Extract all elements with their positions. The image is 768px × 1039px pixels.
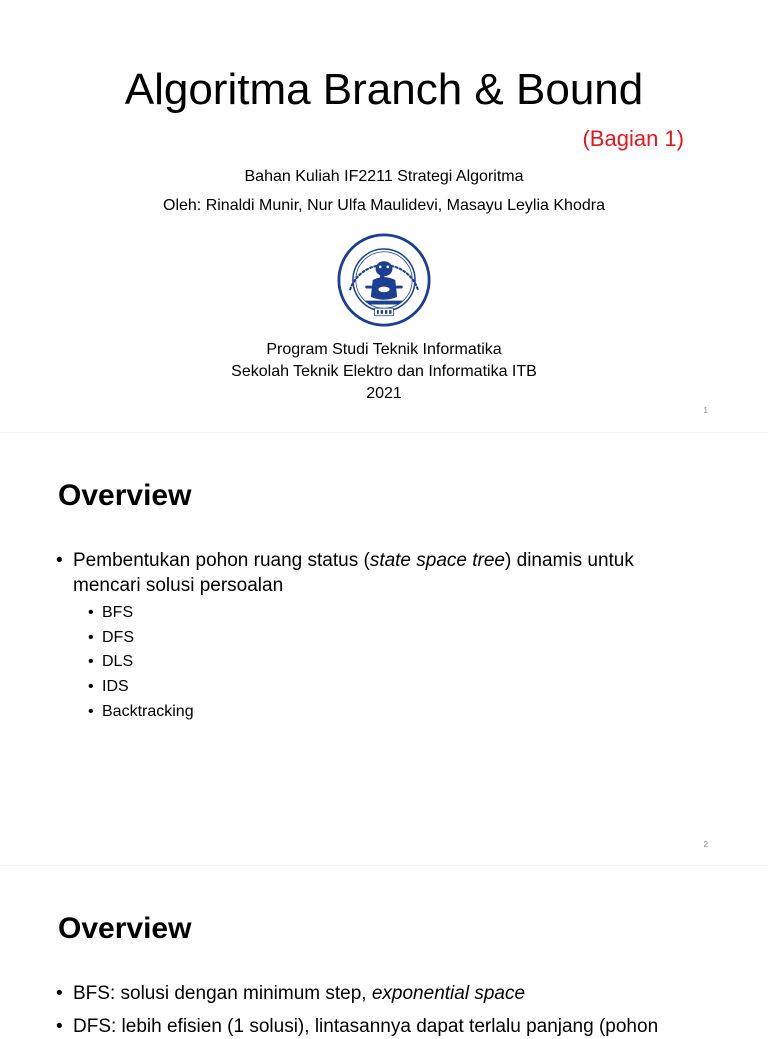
- part-label: (Bagian 1): [582, 126, 684, 151]
- bullet-icon: •: [88, 653, 94, 670]
- bullet-text-pre: Pembentukan pohon ruang status (: [73, 550, 370, 571]
- list-item-label: BFS: [102, 604, 134, 621]
- list-item-label: DLS: [102, 653, 134, 670]
- bullet-text: DFS: lebih efisien (1 solusi), lintasannya dapat terlalu panjang (pohon: [73, 1016, 659, 1037]
- list-item-label: DFS: [102, 629, 134, 646]
- list-item: [88, 628, 134, 648]
- bullet-icon: •: [56, 550, 63, 571]
- bullet-icon: •: [88, 629, 94, 646]
- bullet-item: [56, 1015, 659, 1039]
- list-item: [88, 702, 194, 722]
- slide-heading: Overview: [58, 912, 192, 945]
- list-item-label: IDS: [102, 678, 129, 695]
- list-item-label: Backtracking: [102, 703, 194, 720]
- overview-slide: [0, 433, 768, 865]
- school-line: Sekolah Teknik Elektro dan Informatika ITB: [231, 363, 537, 380]
- itb-ganesha-seal-icon: [337, 233, 431, 327]
- authors-line: Oleh: Rinaldi Munir, Nur Ulfa Maulidevi, Masayu Leylia Khodra: [163, 197, 605, 214]
- slide-title: Algoritma Branch & Bound: [124, 65, 644, 114]
- title-slide: [0, 0, 768, 432]
- bullet-icon: •: [56, 1016, 63, 1037]
- bullet-text-italic: exponential space: [371, 983, 526, 1004]
- list-item: [88, 677, 129, 697]
- bullet-icon: •: [88, 604, 94, 621]
- bullet-icon: •: [56, 983, 63, 1004]
- bullet-continuation: mencari solusi persoalan: [73, 575, 284, 596]
- bullet-icon: •: [88, 703, 94, 720]
- bullet-item: [56, 549, 634, 573]
- list-item: [88, 652, 134, 672]
- overview-slide-2: [0, 866, 768, 1037]
- bullet-item: [56, 982, 526, 1006]
- program-line: Program Studi Teknik Informatika: [266, 341, 502, 358]
- course-line: Bahan Kuliah IF2211 Strategi Algoritma: [244, 168, 524, 185]
- bullet-text-pre: BFS: solusi dengan minimum step,: [73, 983, 372, 1004]
- bullet-text-post: ) dinamis untuk: [505, 550, 634, 571]
- slide-heading: Overview: [58, 479, 192, 512]
- bullet-text-italic: state space tree: [369, 550, 506, 571]
- bullet-icon: •: [88, 678, 94, 695]
- list-item: [88, 603, 134, 623]
- page-number: 2: [703, 840, 708, 849]
- page-number: 1: [703, 406, 708, 415]
- year-line: 2021: [366, 385, 402, 402]
